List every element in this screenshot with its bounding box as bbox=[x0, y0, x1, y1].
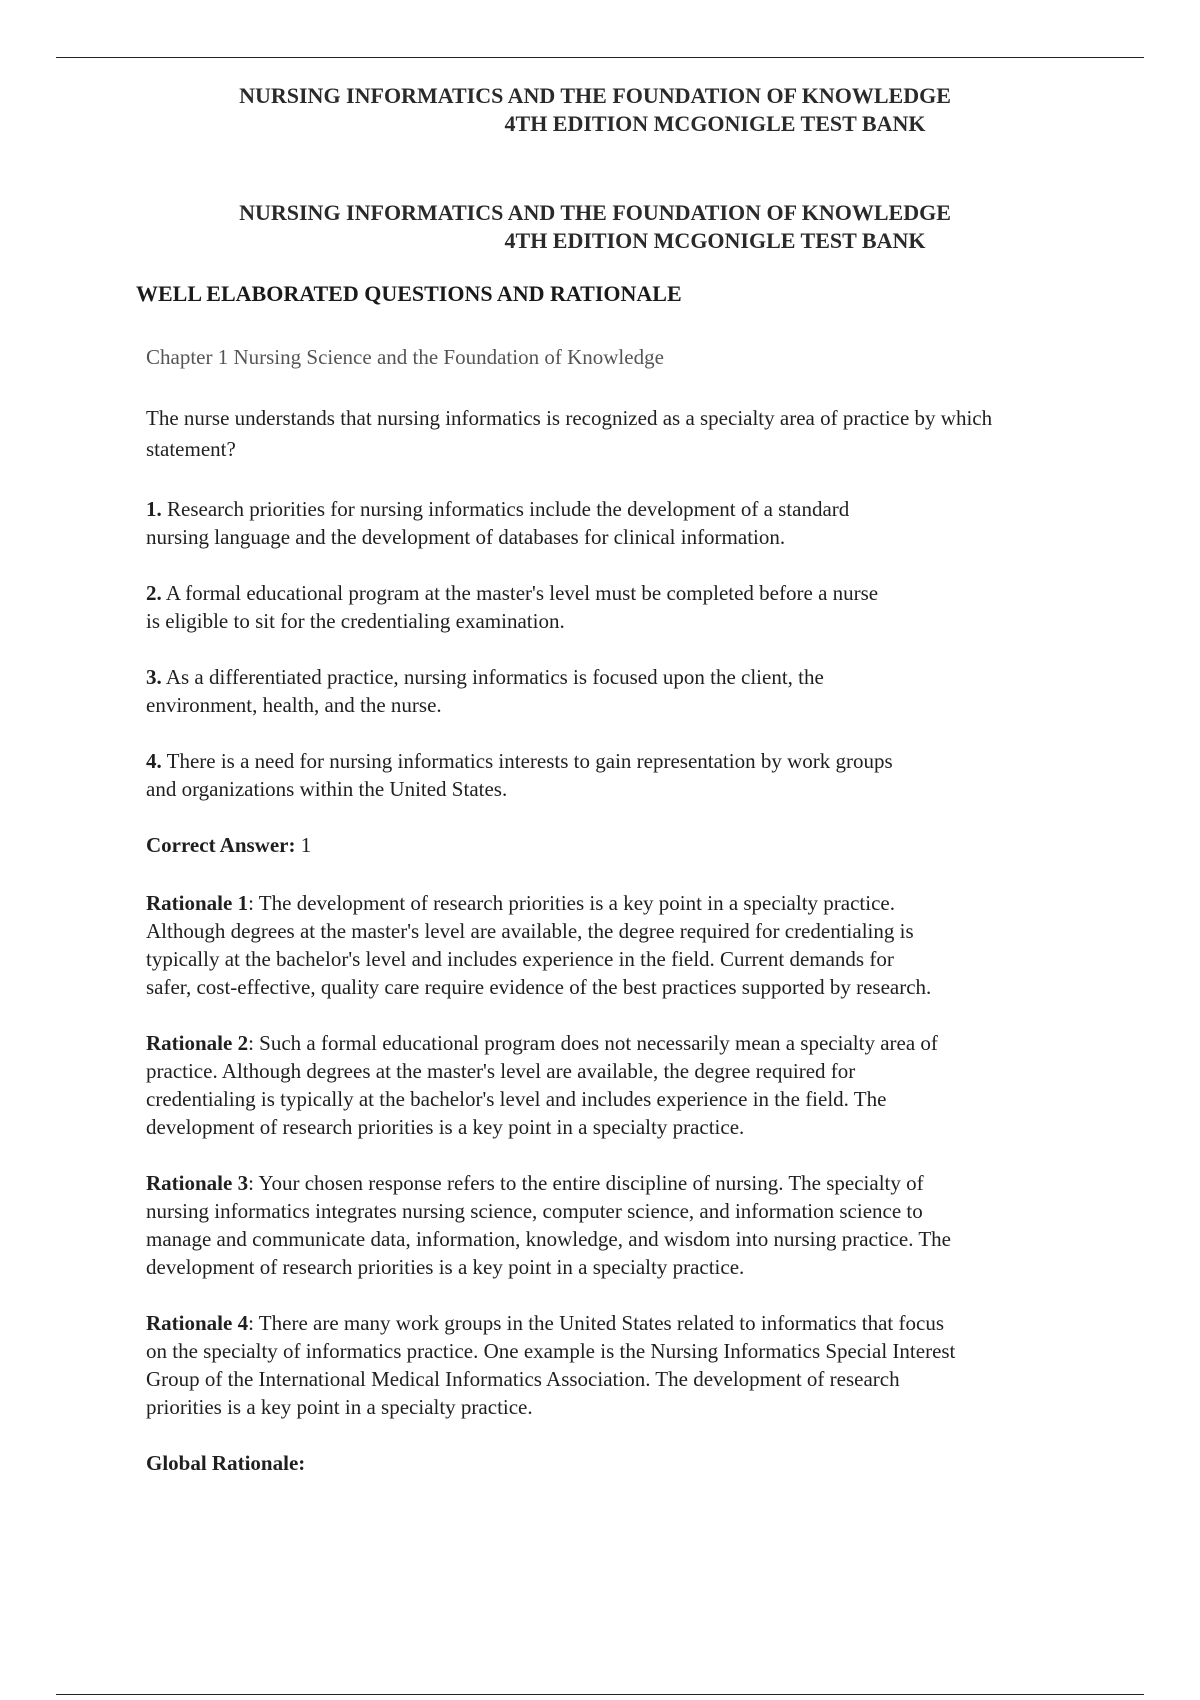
rationale-line: Your chosen response refers to the entire discipline of nursing. The specialty of bbox=[258, 1171, 924, 1195]
option-number: 1. bbox=[146, 497, 162, 521]
option-text-line-2: nursing language and the development of databases for clinical information. bbox=[146, 525, 786, 549]
option-number: 3. bbox=[146, 665, 162, 689]
rationale-1: Rationale 1: The development of research priorities is a key point in a specialty practice. Although degrees at the master's level are available, the degree required for credentialing is typically at the bachelor's level and includes experience in the field. Current demands for safer, cost-effective, quality care require evidence of the best practices supported by research. bbox=[146, 891, 932, 999]
answer-option-1 bbox=[146, 495, 1086, 551]
option-text-line-2: is eligible to sit for the credentialing examination. bbox=[146, 609, 565, 633]
rationale-line: Such a formal educational program does not necessarily mean a specialty area of bbox=[259, 1031, 938, 1055]
rationale-line: Although degrees at the master's level are available, the degree required for credentialing is bbox=[146, 919, 914, 943]
question-stem: The nurse understands that nursing informatics is recognized as a specialty area of practice by which statement? bbox=[146, 406, 993, 461]
rationale-line: typically at the bachelor's level and includes experience in the field. Current demands for bbox=[146, 947, 894, 971]
document-title-repeat bbox=[200, 199, 990, 255]
rationale-label: Rationale 4 bbox=[146, 1311, 249, 1335]
answer-option-2 bbox=[146, 579, 1086, 635]
correct-answer-label: Correct Answer: bbox=[146, 833, 296, 857]
rationale-label: Rationale 1 bbox=[146, 891, 249, 915]
option-text-line-2: environment, health, and the nurse. bbox=[146, 693, 442, 717]
rationale-line: on the specialty of informatics practice. One example is the Nursing Informatics Special Interest bbox=[146, 1339, 956, 1363]
correct-answer bbox=[146, 831, 1086, 859]
option-text-line-1: Research priorities for nursing informatics include the development of a standard bbox=[167, 497, 850, 521]
rationale-line: practice. Although degrees at the master's level are available, the degree required for bbox=[146, 1059, 856, 1083]
global-rationale bbox=[146, 1449, 1086, 1477]
option-number: 4. bbox=[146, 749, 162, 773]
rationale-line: priorities is a key point in a specialty practice. bbox=[146, 1395, 533, 1419]
rationale-line: development of research priorities is a key point in a specialty practice. bbox=[146, 1255, 745, 1279]
rationale-label: Rationale 2 bbox=[146, 1031, 249, 1055]
document-title bbox=[200, 82, 990, 138]
rationale-line: Group of the International Medical Informatics Association. The development of research bbox=[146, 1367, 900, 1391]
title-repeat-line-1: NURSING INFORMATICS AND THE FOUNDATION OF KNOWLEDGE bbox=[239, 200, 951, 225]
option-text-line-1: A formal educational program at the master's level must be completed before a nurse bbox=[165, 581, 879, 605]
rationale-line: manage and communicate data, information, knowledge, and wisdom into nursing practice. The bbox=[146, 1227, 951, 1251]
bottom-rule bbox=[56, 1694, 1144, 1695]
title-line-2: 4TH EDITION MCGONIGLE TEST BANK bbox=[504, 111, 926, 136]
rationale-line: There are many work groups in the United States related to informatics that focus bbox=[258, 1311, 945, 1335]
top-rule bbox=[56, 57, 1144, 58]
rationale-4: Rationale 4: There are many work groups in the United States related to informatics that focus on the specialty of informatics practice. One example is the Nursing Informatics Special Interest Group of the International Medical Informatics Association. The development of research priorities is a key point in a specialty practice. bbox=[146, 1311, 956, 1419]
rationale-2: Rationale 2: Such a formal educational program does not necessarily mean a specialty area of practice. Although degrees at the master's level are available, the degree required for credentialing is typically at the bachelor's level and includes experience in the field. The development of research priorities is a key point in a specialty practice. bbox=[146, 1031, 938, 1139]
rationale-line: safer, cost-effective, quality care require evidence of the best practices supported by research. bbox=[146, 975, 932, 999]
title-line-1: NURSING INFORMATICS AND THE FOUNDATION OF KNOWLEDGE bbox=[239, 83, 951, 108]
rationale-3: Rationale 3: Your chosen response refers to the entire discipline of nursing. The specialty of nursing informatics integrates nursing science, computer science, and information science to manage and communicate data, information, knowledge, and wisdom into nursing practice. The development of research priorities is a key point in a specialty practice. bbox=[146, 1171, 951, 1279]
option-number: 2. bbox=[146, 581, 162, 605]
option-text-line-1: There is a need for nursing informatics interests to gain representation by work groups bbox=[166, 749, 893, 773]
answer-option-3 bbox=[146, 663, 1086, 719]
rationale-line: credentialing is typically at the bachelor's level and includes experience in the field. The bbox=[146, 1087, 887, 1111]
global-rationale-label: Global Rationale: bbox=[146, 1451, 306, 1475]
chapter-heading: Chapter 1 Nursing Science and the Foundation of Knowledge bbox=[146, 345, 664, 369]
correct-answer-value: 1 bbox=[300, 833, 312, 857]
rationale-label: Rationale 3 bbox=[146, 1171, 249, 1195]
option-text-line-2: and organizations within the United States. bbox=[146, 777, 508, 801]
rationale-line: development of research priorities is a key point in a specialty practice. bbox=[146, 1115, 745, 1139]
rationale-line: nursing informatics integrates nursing science, computer science, and information science to bbox=[146, 1199, 923, 1223]
option-text-line-1: As a differentiated practice, nursing informatics is focused upon the client, the bbox=[165, 665, 824, 689]
section-title: WELL ELABORATED QUESTIONS AND RATIONALE bbox=[136, 281, 682, 306]
rationale-line: The development of research priorities is a key point in a specialty practice. bbox=[258, 891, 895, 915]
answer-option-4 bbox=[146, 747, 1086, 803]
title-repeat-line-2: 4TH EDITION MCGONIGLE TEST BANK bbox=[504, 228, 926, 253]
